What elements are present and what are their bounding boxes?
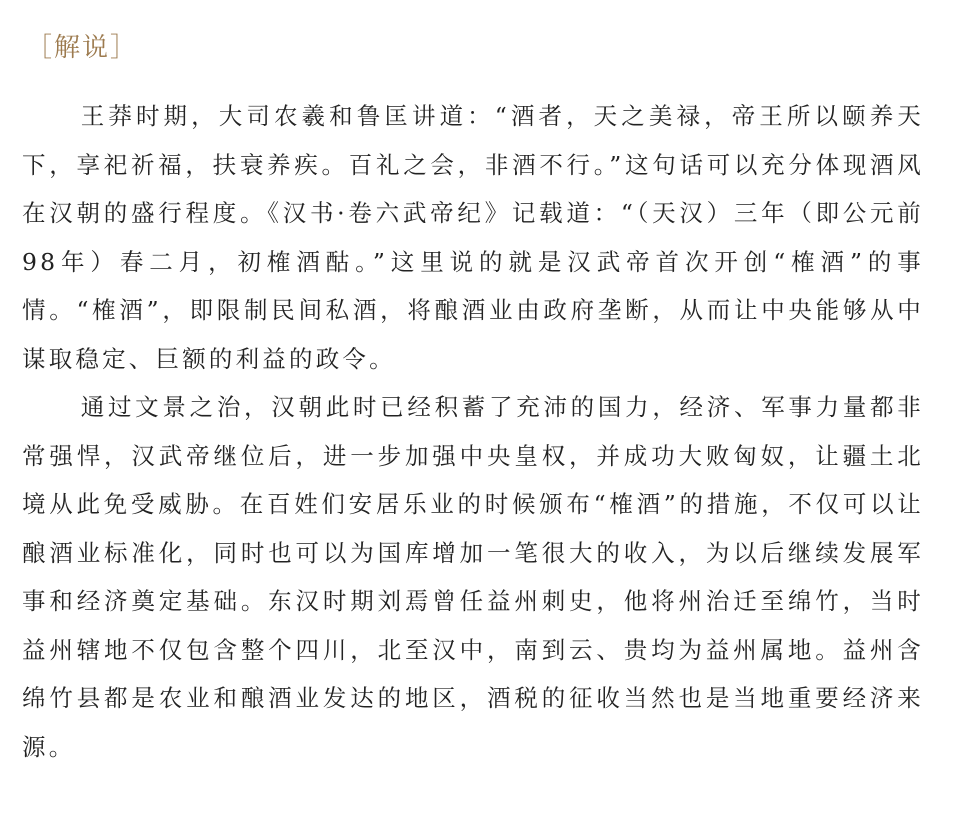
paragraph-1: 王莽时期，大司农羲和鲁匡讲道：“酒者，天之美禄，帝王所以颐养天下，享祀祈福，扶衰养疾。百礼之会，非酒不行。”这句话可以充分体现酒风在汉朝的盛行程度。《汉书·卷六武帝纪》记载道：“（天汉）三年（即公元前98年）春二月，初榷酒酤。”这里说的就是汉武帝首次开创“榷酒”的事情。“榷酒”，即限制民间私酒，将酿酒业由政府垄断，从而让中央能够从中谋取稳定、巨额的利益的政令。: [22, 102, 924, 373]
section-label: ［解说］: [26, 33, 139, 63]
paragraph-2: 通过文景之治，汉朝此时已经积蓄了充沛的国力，经济、军事力量都非常强悍，汉武帝继位后，进一步加强中央皇权，并成功大败匈奴，让疆土北境从此免受威胁。在百姓们安居乐业的时候颁布“榷酒”的措施，不仅可以让酿酒业标准化，同时也可以为国库增加一笔很大的收入，为以后继续发展军事和经济奠定基础。东汉时期刘焉曾任益州刺史，他将州治迁至绵竹，当时益州辖地不仅包含整个四川，北至汉中，南到云、贵均为益州属地。益州含绵竹县都是农业和酿酒业发达的地区，酒税的征收当然也是当地重要经济来源。: [22, 393, 924, 761]
body-text: [22, 92, 924, 771]
